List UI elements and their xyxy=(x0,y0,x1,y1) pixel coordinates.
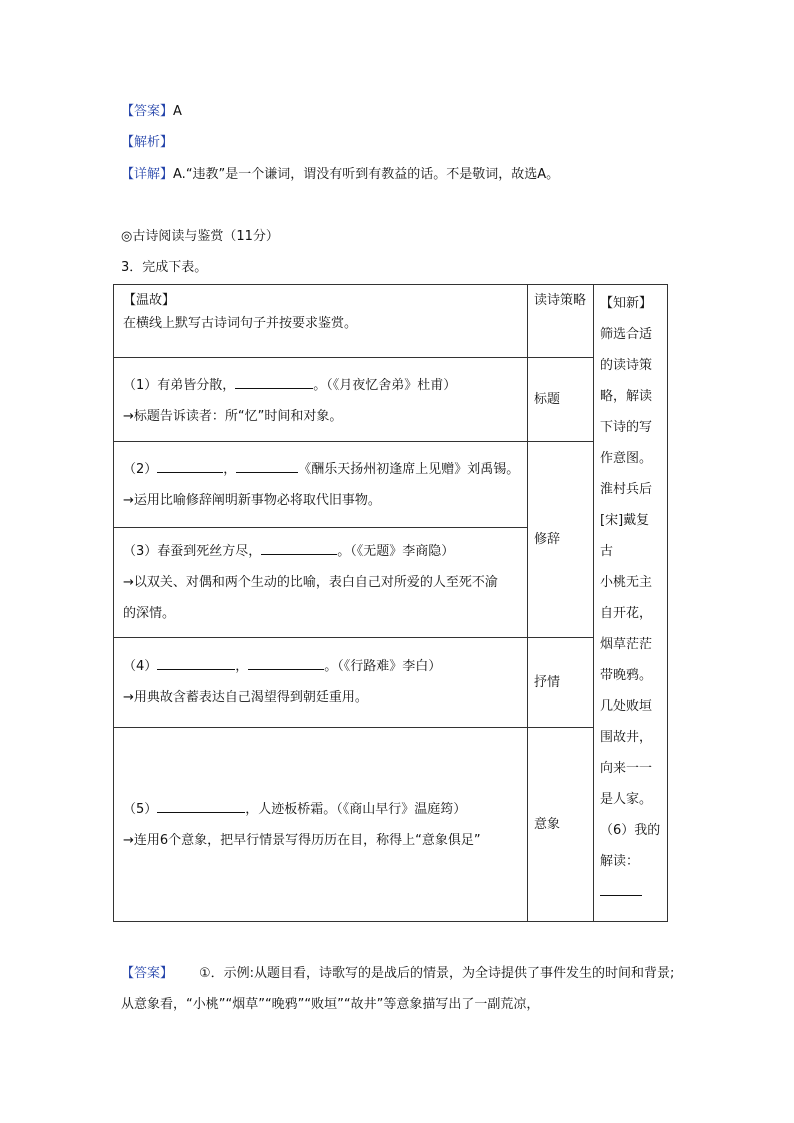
right-line-14: 围故井， xyxy=(600,730,653,745)
header-tag: 【温故】 xyxy=(123,293,176,308)
right-line-8: 古 xyxy=(600,544,614,559)
row4-note: →用典故含蓄表达自己渴望得到朝廷重用。 xyxy=(123,690,368,705)
analysis-tag: 【解析】 xyxy=(121,135,174,150)
row-2 xyxy=(114,442,528,528)
right-line-10: 自开花， xyxy=(600,606,653,621)
row5-blank[interactable] xyxy=(157,800,245,813)
strategy-emotion: 抒情 xyxy=(528,638,594,728)
header-cell xyxy=(114,285,528,358)
strategy-header: 读诗策略 xyxy=(528,285,594,358)
row2-blank-2[interactable] xyxy=(236,460,298,473)
right-answer-blank[interactable] xyxy=(600,877,667,908)
poem-table xyxy=(113,284,668,922)
row4-post: 。（《行路难》李白） xyxy=(324,659,442,674)
row4-pre: （4） xyxy=(123,659,158,674)
q3-answer xyxy=(121,958,681,1020)
row-1 xyxy=(114,358,528,442)
detail-tag: 【详解】 xyxy=(121,167,174,182)
row3-note-2: 的深情。 xyxy=(123,606,176,621)
row-4 xyxy=(114,638,528,728)
right-line-1: 筛选合适 xyxy=(600,327,653,342)
row5-note: →连用6个意象，把早行情景写得历历在目，称得上“意象俱足” xyxy=(123,832,481,848)
row4-blank-2[interactable] xyxy=(248,657,324,670)
answer-value: A xyxy=(173,104,182,119)
row4-blank-1[interactable] xyxy=(157,657,235,670)
right-line-2: 的读诗策 xyxy=(600,358,653,373)
strategy-title: 标题 xyxy=(528,358,594,442)
answer-tag: 【答案】 xyxy=(121,104,174,119)
right-line-5: 作意图。 xyxy=(600,451,653,466)
right-line-18: 解读： xyxy=(600,854,640,869)
answer3-tag: 【答案】 xyxy=(121,966,174,981)
strategy-imagery: 意象 xyxy=(528,728,594,922)
right-line-16: 是人家。 xyxy=(600,792,653,807)
q2-analysis-line xyxy=(121,134,173,152)
row3-note-1: →以双关、对偶和两个生动的比喻，表白自己对所爱的人至死不渝 xyxy=(123,575,498,590)
row1-pre: （1）有弟皆分散， xyxy=(123,378,236,393)
right-line-12: 带晚鸦。 xyxy=(600,668,653,683)
q2-answer-line xyxy=(121,103,182,121)
row1-post: 。（《月夜忆舍弟》杜甫） xyxy=(313,378,457,393)
row3-blank[interactable] xyxy=(261,542,337,555)
row4-mid: ， xyxy=(235,659,249,674)
right-column xyxy=(594,285,668,922)
right-line-15: 向来一一 xyxy=(600,761,653,776)
row2-mid: ， xyxy=(223,462,237,477)
row2-pre: （2） xyxy=(123,462,158,477)
row1-note: →标题告诉读者：所“忆”时间和对象。 xyxy=(123,409,343,424)
strategy-rhetoric: 修辞 xyxy=(528,442,594,638)
row5-pre: （5） xyxy=(123,801,158,817)
row2-post: 《酬乐天扬州初逢席上见赠》刘禹锡。 xyxy=(298,462,520,477)
row1-blank[interactable] xyxy=(235,376,313,389)
right-line-11: 烟草茫茫 xyxy=(600,637,653,652)
row3-post: 。（《无题》李商隐） xyxy=(337,544,455,559)
row-5 xyxy=(114,728,528,922)
right-line-17: （6）我的 xyxy=(600,823,661,838)
answer3-text: ①．示例:从题目看，诗歌写的是战后的情景，为全诗提供了事件发生的时间和背景;从意象看，“小桃”“烟草”“晚鸦”“败垣”“故井”等意象描写出了一副荒凉， xyxy=(121,966,675,1012)
right-line-13: 几处败垣 xyxy=(600,699,653,714)
header-instruction: 在横线上默写古诗词句子并按要求鉴赏。 xyxy=(123,316,358,331)
row-3 xyxy=(114,528,528,638)
row2-note: →运用比喻修辞阐明新事物必将取代旧事物。 xyxy=(123,493,381,508)
q2-detail-line xyxy=(121,166,559,184)
right-line-3: 略，解读 xyxy=(600,389,653,404)
detail-text: A.“违教”是一个谦词，谓没有听到有教益的话。不是敬词，故选A。 xyxy=(173,167,560,182)
row3-pre: （3）春蚕到死丝方尽， xyxy=(123,544,262,559)
right-line-7: [宋]戴复 xyxy=(600,513,650,528)
right-tag: 【知新】 xyxy=(600,296,653,311)
row5-post: ，人迹板桥霜。（《商山早行》温庭筠） xyxy=(245,801,467,817)
row2-blank-1[interactable] xyxy=(157,460,223,473)
section-title: ◎古诗阅读与鉴赏（11分） xyxy=(121,229,279,244)
right-line-6: 淮村兵后 xyxy=(600,482,653,497)
right-line-9: 小桃无主 xyxy=(600,575,653,590)
right-line-4: 下诗的写 xyxy=(600,420,653,435)
question-3: 3．完成下表。 xyxy=(121,260,208,275)
